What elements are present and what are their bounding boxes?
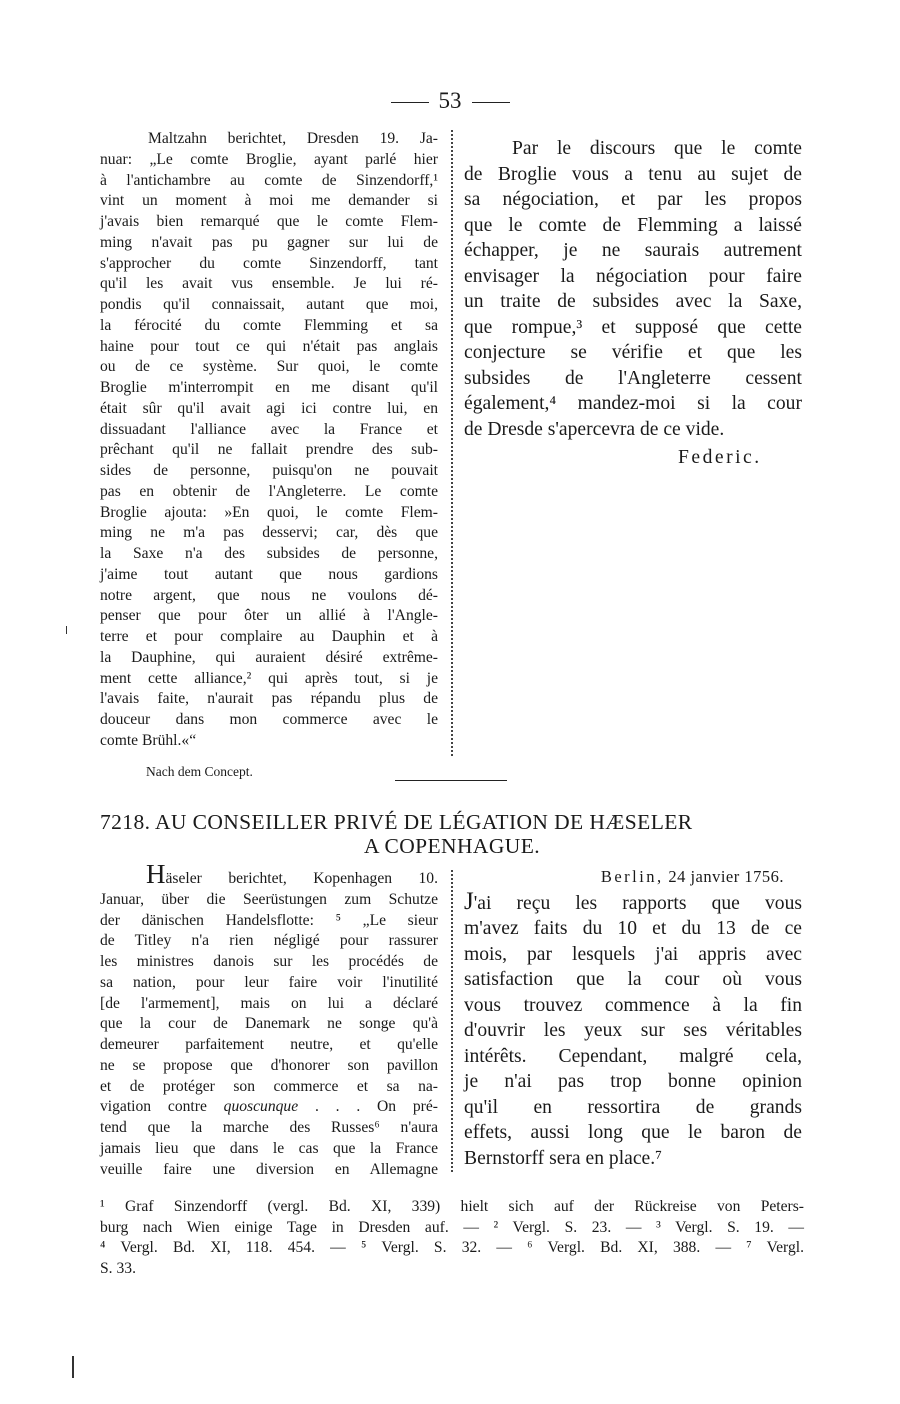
- text-line: tend que la marche des Russes⁶ n'aura: [100, 1119, 438, 1136]
- text-line: ⁴ Vergl. Bd. XI, 118. 454. — ⁵ Vergl. S. 32. — ⁶ Vergl. Bd. XI, 388. — ⁷ Vergl.: [100, 1239, 804, 1256]
- scan-mark: [72, 1356, 74, 1378]
- page-number-text: 53: [438, 88, 462, 113]
- text-line: ming ne m'a pas desservi; car, dès que: [100, 524, 438, 542]
- page-number-dash-right: [472, 102, 510, 103]
- dropcap: J: [464, 887, 474, 915]
- text-line: comte Brühl.«“: [100, 731, 197, 749]
- text-line: vigation contre quoscunque . . . On pré-: [100, 1098, 438, 1116]
- text-line: échapper, je ne saurais autrement: [464, 240, 802, 262]
- text-line: s'approcher du comte Sinzendorff, tant: [100, 254, 438, 272]
- text-line: dissuadant l'alliance avec la France et: [100, 420, 438, 438]
- letter-heading-line-2: A COPENHAGUE.: [363, 834, 540, 858]
- text-line: de Dresde s'apercevra de ce vide.: [464, 419, 725, 441]
- text-line: ment cette alliance,² qui après tout, si je: [100, 669, 438, 687]
- text-line: sides de personne, puisqu'on ne pouvait: [100, 462, 438, 479]
- text-line: ne se propose que d'honorer son pavillon: [100, 1056, 438, 1074]
- signature: Federic.: [678, 447, 762, 468]
- text-line: à l'antichambre au comte de Sinzendorff,¹: [100, 171, 438, 189]
- page-number-dash-left: [391, 102, 429, 103]
- text-line: d'ouvrir les yeux sur ses véritables: [464, 1020, 802, 1042]
- text-line: de Titley n'a rien négligé pour rassurer: [100, 932, 438, 950]
- dateline: Berlin, 24 janvier 1756.: [600, 867, 784, 886]
- text-line: satisfaction que la cour où vous: [464, 969, 802, 991]
- text-line: également,⁴ mandez-moi si la cour: [464, 393, 802, 415]
- text-line: S. 33.: [100, 1259, 136, 1277]
- text-line: Häseler berichtet, Kopenhagen 10.: [146, 859, 438, 889]
- text-line: Broglie ajouta: »En quoi, le comte Flem-: [100, 503, 438, 521]
- text-line: la Saxe n'a des subsides de personne,: [100, 545, 438, 562]
- text-line: douceur dans mon commerce avec le: [100, 711, 438, 728]
- text-line: que la cour de Danemark ne songe qu'à: [100, 1015, 438, 1033]
- text-line: [de l'armement], mais on lui a déclaré: [100, 994, 438, 1012]
- text-line: ou de ce système. Sur quoi, le comte: [100, 358, 438, 376]
- text-line: que rompue,³ et supposé que cette: [464, 316, 802, 338]
- text-line: et de protéger son commerce et sa na-: [100, 1077, 438, 1095]
- italic-word: quoscunque: [223, 1098, 299, 1116]
- page-number: [380, 88, 520, 114]
- source-note: Nach dem Concept.: [146, 764, 253, 779]
- text-line: mois, par lesquels j'ai appris avec: [464, 943, 802, 965]
- text-line: ¹ Graf Sinzendorff (vergl. Bd. XI, 339) hielt sich auf der Rückreise von Peters-: [100, 1198, 804, 1215]
- text-line: Maltzahn berichtet, Dresden 19. Ja-: [148, 130, 438, 147]
- text-line: les ministres danois sur les procédés de: [100, 953, 438, 970]
- dropcap: H: [146, 859, 166, 889]
- text-line: ming n'avait pas pu gagner sur lui de: [100, 233, 438, 251]
- text-line: conjecture se vérifie et que les: [464, 342, 802, 364]
- text-line: intérêts. Cependant, malgré cela,: [464, 1045, 802, 1067]
- footnotes: [100, 1197, 804, 1279]
- text-line: notre argent, que nous ne voulons dé-: [100, 586, 438, 604]
- section-rule: [395, 780, 507, 781]
- text-line: j'avais bien remarqué que le comte Flem-: [100, 213, 438, 230]
- right-column-letter-2: [464, 864, 802, 1172]
- text-line: Par le discours que le comte: [512, 138, 802, 159]
- text-line: vous trouvez commence à la fin: [464, 994, 802, 1016]
- text-line: qu'il les avait vus ensemble. Je lui ré-: [100, 275, 438, 293]
- text-line: demeurer parfaitement neutre, et qu'elle: [100, 1036, 438, 1053]
- text-line: un traite de subsides avec la Saxe,: [464, 291, 802, 313]
- text-line: sa négociation, et par les propos: [464, 189, 802, 211]
- text-line: nuar: „Le comte Broglie, ayant parlé hier: [100, 150, 438, 168]
- text-line: Januar, über die Seerüstungen zum Schutze: [100, 890, 438, 908]
- text-line: vint un moment à moi me demander si: [100, 192, 438, 210]
- letter-heading: [100, 810, 804, 858]
- text-line: l'avais faite, n'aurait pas répandu plus de: [100, 690, 438, 708]
- text-line: terre et pour complaire au Dauphin et à: [100, 628, 438, 645]
- text-line: jamais lieu que dans le cas que la France: [100, 1139, 438, 1157]
- left-column-report-haeseler: [100, 859, 438, 1180]
- text-line: haine pour tout ce qui n'était pas anglais: [100, 337, 438, 355]
- right-column-letter-1: [464, 136, 802, 443]
- left-column-report-maltzahn: [100, 129, 438, 752]
- text-line: envisager la négociation pour faire: [464, 265, 802, 287]
- text-line: Bernstorff sera en place.⁷: [464, 1148, 662, 1170]
- text-line: de Broglie vous a tenu au sujet de: [464, 163, 802, 185]
- text-line: qu'il en ressortira de grands: [464, 1096, 802, 1118]
- text-line: pondis qu'il connaissait, autant que moi,: [100, 296, 438, 313]
- column-divider-bottom: [451, 870, 453, 1172]
- text-line: j'aime tout autant que nous gardions: [100, 565, 438, 583]
- text-line: J'ai reçu les rapports que vous: [464, 887, 802, 915]
- text-line: penser que pour ôter un allié à l'Angle-: [100, 607, 438, 625]
- text-line: prêchant qu'il ne fallait prendre des sub-: [100, 441, 438, 459]
- text-line: der dänischen Handelsflotte: ⁵ „Le sieur: [100, 911, 438, 929]
- text-line: effets, aussi long que le baron de: [464, 1122, 802, 1144]
- text-line: sa nation, pour leur faire voir l'inutilité: [100, 973, 438, 991]
- text-line: je n'ai pas trop bonne opinion: [464, 1071, 802, 1093]
- scan-mark: [66, 626, 67, 634]
- text-line: subsides de l'Angleterre cessent: [464, 367, 802, 389]
- text-line: Broglie m'interrompit en me disant qu'il: [100, 379, 438, 396]
- text-line: veuille faire une diversion en Allemagne: [100, 1160, 438, 1178]
- text-line: pas en obtenir de l'Angleterre. Le comte: [100, 482, 438, 500]
- text-line: m'avez faits du 10 et du 13 de ce: [464, 918, 802, 940]
- letter-heading-line-1: 7218. AU CONSEILLER PRIVÉ DE LÉGATION DE HÆSELER: [100, 810, 693, 834]
- text-line: la Dauphine, qui auraient désiré extrême-: [100, 648, 438, 666]
- text-line: était sûr qu'il avait agi ici contre lui, en: [100, 399, 438, 417]
- text-line: la férocité du comte Flemming et sa: [100, 316, 438, 334]
- text-line: que le comte de Flemming a laissé: [464, 214, 802, 236]
- text-line: burg nach Wien einige Tage in Dresden auf. — ² Vergl. S. 23. — ³ Vergl. S. 19. —: [100, 1218, 804, 1236]
- column-divider-top: [451, 130, 453, 756]
